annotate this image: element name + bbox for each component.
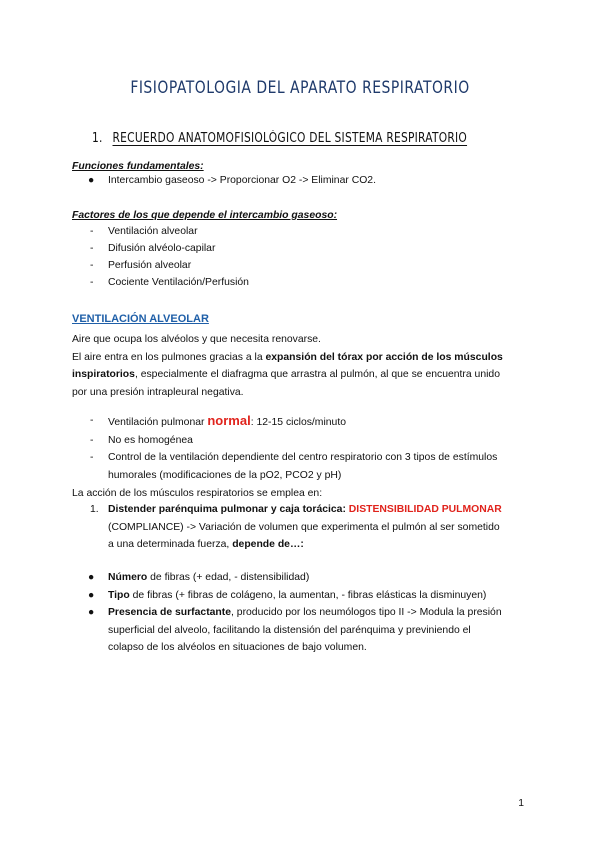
bullet-icon: ● xyxy=(88,572,95,583)
factores-title: Factores de los que depende el intercambio gaseoso: xyxy=(72,210,338,221)
bullet-list xyxy=(72,569,542,657)
list-item: ● Tipo de fibras (+ fibras de colágeno, la aumentan, - fibras elásticas la disminuyen) xyxy=(72,587,542,605)
list-item-continuation: humorales (modificaciones de la pO2, PCO2 y pH) xyxy=(108,469,342,481)
section-heading-1 xyxy=(92,131,467,148)
dash-icon: - xyxy=(90,276,94,288)
list-item-continuation: superficial del alveolo, facilitando la distensión del parénquima y previniendo el xyxy=(108,624,471,636)
list-item: - Ventilación pulmonar normal: 12-15 ciclos/minuto xyxy=(90,413,346,428)
list-item: ● Número de fibras (+ edad, - distensibilidad) xyxy=(72,569,542,587)
funciones-title: Funciones fundamentales: xyxy=(72,161,204,172)
ventilacion-dash-list xyxy=(72,412,542,503)
numbered-item-continuation: (COMPLIANCE) -> Variación de volumen que experimenta el pulmón al ser sometido xyxy=(108,521,500,533)
dash-icon: - xyxy=(90,415,94,426)
ventilacion-section-title: VENTILACIÓN ALVEOLAR xyxy=(72,313,209,325)
list-item: ● Intercambio gaseoso -> Proporcionar O2 -> Eliminar CO2. xyxy=(88,174,376,186)
paragraph-line: El aire entra en los pulmones gracias a la expansión del tórax por acción de los músculos xyxy=(72,351,503,363)
paragraph-line: Aire que ocupa los alvéolos y que necesita renovarse. xyxy=(72,334,321,346)
bullet-icon: ● xyxy=(88,589,95,601)
dash-icon: - xyxy=(90,259,94,271)
page-number: 1 xyxy=(518,798,524,809)
dash-icon: - xyxy=(90,225,94,237)
factores-block xyxy=(72,209,542,293)
bullet-icon: ● xyxy=(88,607,95,618)
bullet-icon: ● xyxy=(88,174,95,186)
list-item: - Ventilación alveolar xyxy=(90,225,198,237)
heading-text: RECUERDO ANATOMOFISIOLÓGICO DEL SISTEMA RESPIRATORIO xyxy=(112,131,468,146)
document-title: FISIOPATOLOGIA DEL APARATO RESPIRATORIO xyxy=(130,78,470,98)
list-item: - No es homogénea xyxy=(72,432,542,450)
list-item-continuation: colapso de los alvéolos en situaciones de bajo volumen. xyxy=(108,642,367,653)
list-item: - Control de la ventilación dependiente del centro respiratorio con 3 tipos de estímulos xyxy=(72,449,542,467)
paragraph-line: inspiratorios, especialmente el diafragma que arrastra al pulmón, al que se encuentra unido xyxy=(72,369,500,381)
list-item: - Perfusión alveolar xyxy=(90,259,192,271)
accion-line: La acción de los músculos respiratorios se emplea en: xyxy=(72,488,323,499)
list-item: - Cociente Ventilación/Perfusión xyxy=(90,276,249,288)
numbered-list xyxy=(72,501,542,554)
heading-number: 1. xyxy=(92,131,103,146)
item-number: 1. xyxy=(90,504,99,515)
dash-icon: - xyxy=(90,242,94,254)
ventilacion-block xyxy=(72,312,542,401)
list-item: - Difusión alvéolo-capilar xyxy=(90,242,216,254)
normal-highlight: normal xyxy=(207,413,251,428)
list-item: ● Presencia de surfactante, producido por los neumólogos tipo II -> Modula la presión xyxy=(72,604,542,622)
dash-icon: - xyxy=(90,452,94,463)
numbered-item-continuation: a una determinada fuerza, depende de…: xyxy=(108,539,304,550)
funciones-block xyxy=(72,160,542,187)
dash-icon: - xyxy=(90,434,94,446)
distensibilidad-highlight: DISTENSIBILIDAD PULMONAR xyxy=(348,504,502,515)
numbered-item: 1. Distender parénquima pulmonar y caja torácica: DISTENSIBILIDAD PULMONAR xyxy=(72,501,542,519)
paragraph-line: por una presión intrapleural negativa. xyxy=(72,386,244,398)
